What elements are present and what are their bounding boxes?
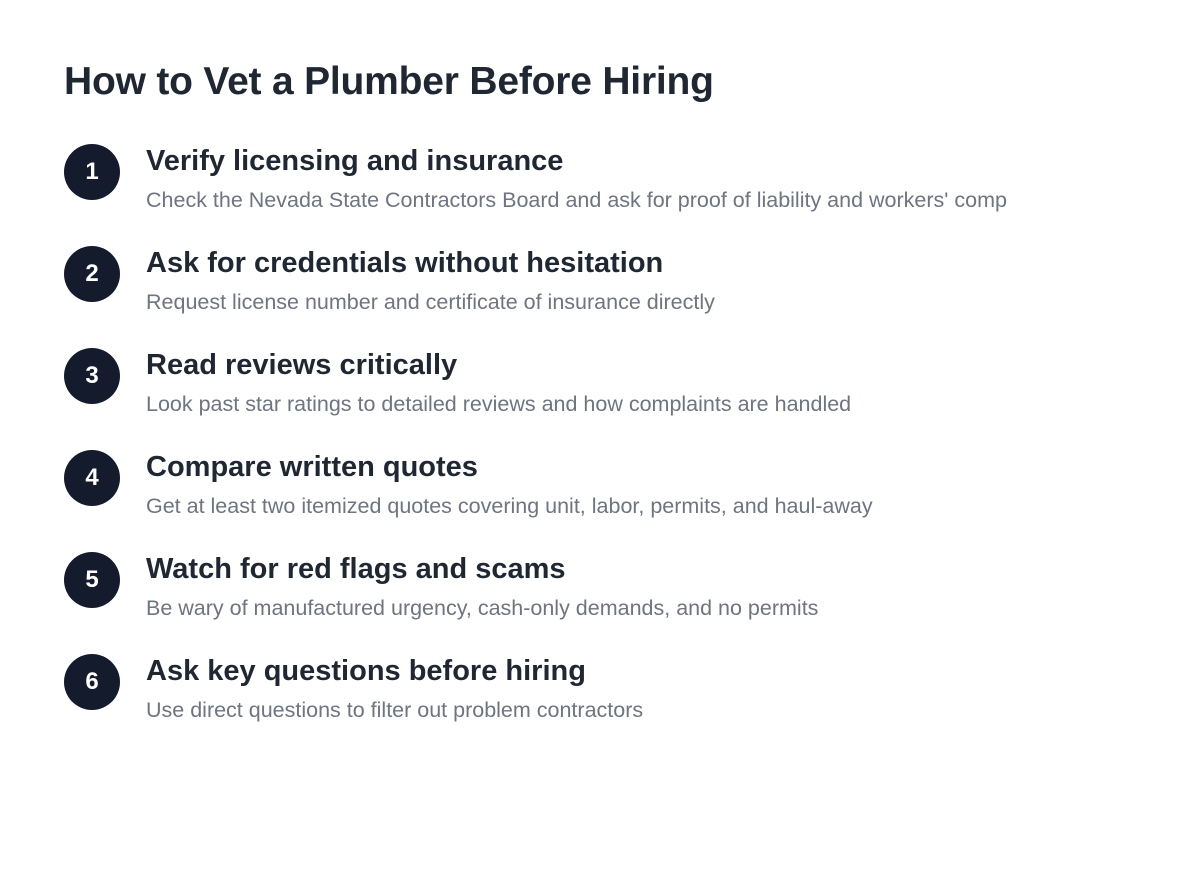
step-description: Request license number and certificate of insurance directly	[146, 290, 715, 314]
step-body	[146, 245, 715, 317]
step-description: Be wary of manufactured urgency, cash-only demands, and no permits	[146, 596, 819, 620]
step-number-badge: 6	[64, 654, 120, 710]
step-title: Compare written quotes	[146, 451, 478, 483]
step-number-badge: 3	[64, 348, 120, 404]
step-description: Check the Nevada State Contractors Board and ask for proof of liability and workers' comp	[146, 188, 1007, 212]
step-item	[64, 143, 1136, 215]
step-item	[64, 347, 1136, 419]
steps-list	[64, 143, 1136, 725]
page-title: How to Vet a Plumber Before Hiring	[64, 60, 714, 103]
step-item	[64, 245, 1136, 317]
step-description: Get at least two itemized quotes covering unit, labor, permits, and haul-away	[146, 494, 873, 518]
step-item	[64, 449, 1136, 521]
step-body	[146, 449, 873, 521]
step-item	[64, 653, 1136, 725]
step-title: Verify licensing and insurance	[146, 145, 564, 177]
step-number-badge: 1	[64, 144, 120, 200]
step-body	[146, 653, 643, 725]
step-title: Ask key questions before hiring	[146, 655, 586, 687]
step-number-badge: 5	[64, 552, 120, 608]
step-body	[146, 347, 851, 419]
step-item	[64, 551, 1136, 623]
step-description: Use direct questions to filter out problem contractors	[146, 698, 644, 722]
step-description: Look past star ratings to detailed reviews and how complaints are handled	[146, 392, 852, 416]
step-body	[146, 551, 818, 623]
step-body	[146, 143, 1007, 215]
step-title: Watch for red flags and scams	[146, 553, 566, 585]
step-title: Read reviews critically	[146, 349, 458, 381]
step-title: Ask for credentials without hesitation	[146, 247, 664, 279]
step-number-badge: 2	[64, 246, 120, 302]
step-number-badge: 4	[64, 450, 120, 506]
